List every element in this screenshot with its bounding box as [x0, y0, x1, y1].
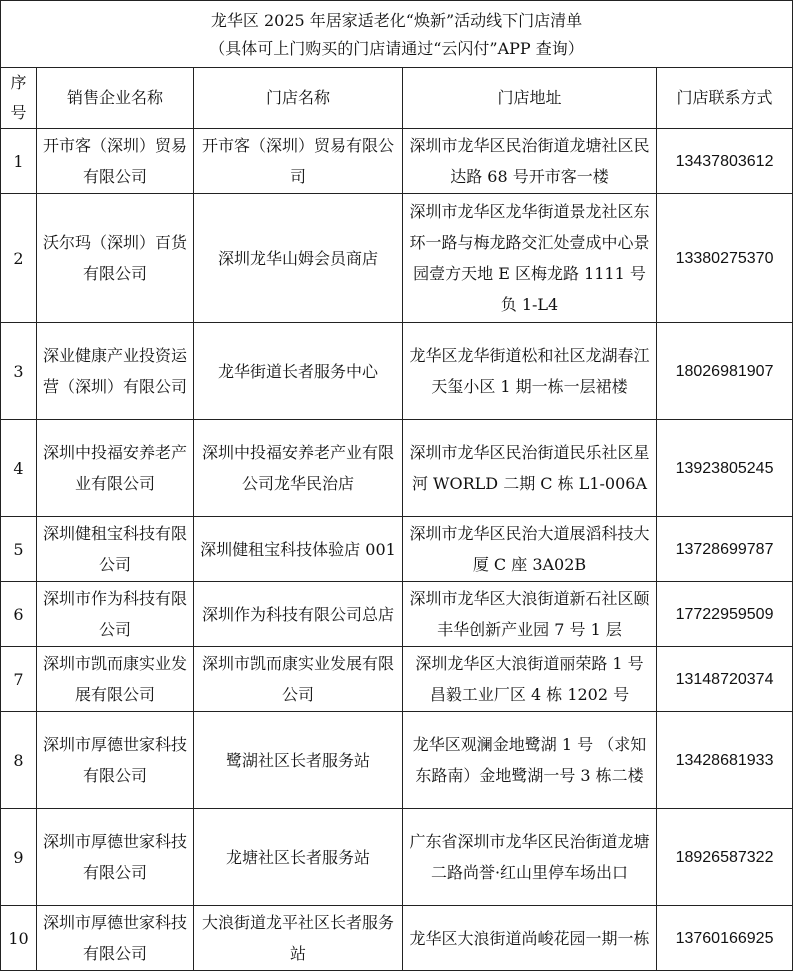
row-company: 深圳中投福安养老产业有限公司: [37, 420, 194, 517]
row-contact: 13728699787: [657, 517, 793, 582]
title-line-2: （具体可上门购买的门店请通过“云闪付”APP 查询）: [209, 39, 584, 58]
row-seq: 1: [1, 129, 37, 194]
header-seq: 序号: [1, 68, 37, 129]
row-address: 深圳市龙华区民治街道龙塘社区民达路 68 号开市客一楼: [403, 129, 657, 194]
table-row: [1, 647, 793, 712]
row-address: 龙华区龙华街道松和社区龙湖春江天玺小区 1 期一栋一层裙楼: [403, 323, 657, 420]
row-address: 广东省深圳市龙华区民治街道龙塘二路尚誉·红山里停车场出口: [403, 809, 657, 906]
row-store: 开市客（深圳）贸易有限公司: [194, 129, 403, 194]
row-contact: 13437803612: [657, 129, 793, 194]
row-seq: 2: [1, 194, 37, 323]
table-row: [1, 420, 793, 517]
row-seq: 8: [1, 712, 37, 809]
row-contact: 13148720374: [657, 647, 793, 712]
row-address: 龙华区大浪街道尚峻花园一期一栋: [403, 906, 657, 971]
row-company: 深圳市厚德世家科技有限公司: [37, 906, 194, 971]
row-company: 深圳市凯而康实业发展有限公司: [37, 647, 194, 712]
table-row: [1, 712, 793, 809]
row-store: 深圳龙华山姆会员商店: [194, 194, 403, 323]
row-store: 深圳作为科技有限公司总店: [194, 582, 403, 647]
row-company: 深圳市厚德世家科技有限公司: [37, 712, 194, 809]
row-seq: 5: [1, 517, 37, 582]
row-address: 龙华区观澜金地鹭湖 1 号 （求知东路南）金地鹭湖一号 3 栋二楼: [403, 712, 657, 809]
row-company: 深圳市厚德世家科技有限公司: [37, 809, 194, 906]
row-contact: 13380275370: [657, 194, 793, 323]
row-seq: 6: [1, 582, 37, 647]
table-row: [1, 517, 793, 582]
row-address: 深圳市龙华区民治大道展滔科技大厦 C 座 3A02B: [403, 517, 657, 582]
row-store: 鹭湖社区长者服务站: [194, 712, 403, 809]
row-address: 深圳市龙华区民治街道民乐社区星河 WORLD 二期 C 栋 L1-006A: [403, 420, 657, 517]
row-store: 深圳市凯而康实业发展有限公司: [194, 647, 403, 712]
header-store: 门店名称: [194, 68, 403, 129]
header-company: 销售企业名称: [37, 68, 194, 129]
row-address: 深圳龙华区大浪街道丽荣路 1 号昌毅工业厂区 4 栋 1202 号: [403, 647, 657, 712]
table-row: [1, 194, 793, 323]
row-seq: 4: [1, 420, 37, 517]
row-contact: 13428681933: [657, 712, 793, 809]
row-store: 深圳中投福安养老产业有限公司龙华民治店: [194, 420, 403, 517]
row-company: 深圳健租宝科技有限公司: [37, 517, 194, 582]
header-row: [1, 68, 793, 129]
row-store: 大浪街道龙平社区长者服务站: [194, 906, 403, 971]
table-row: [1, 129, 793, 194]
row-seq: 7: [1, 647, 37, 712]
title-row: [1, 1, 793, 68]
row-seq: 9: [1, 809, 37, 906]
row-company: 深业健康产业投资运营（深圳）有限公司: [37, 323, 194, 420]
table-row: [1, 906, 793, 971]
document-title: [1, 1, 793, 68]
header-address: 门店地址: [403, 68, 657, 129]
header-contact: 门店联系方式: [657, 68, 793, 129]
row-contact: 18926587322: [657, 809, 793, 906]
table-row: [1, 809, 793, 906]
row-contact: 17722959509: [657, 582, 793, 647]
row-contact: 13923805245: [657, 420, 793, 517]
row-store: 龙华街道长者服务中心: [194, 323, 403, 420]
row-address: 深圳市龙华区龙华街道景龙社区东环一路与梅龙路交汇处壹成中心景园壹方天地 E 区梅龙路 1111 号负 1-L4: [403, 194, 657, 323]
table-row: [1, 582, 793, 647]
row-company: 深圳市作为科技有限公司: [37, 582, 194, 647]
row-address: 深圳市龙华区大浪街道新石社区颐丰华创新产业园 7 号 1 层: [403, 582, 657, 647]
row-company: 开市客（深圳）贸易有限公司: [37, 129, 194, 194]
row-store: 深圳健租宝科技体验店 001: [194, 517, 403, 582]
table-row: [1, 323, 793, 420]
title-line-1: 龙华区 2025 年居家适老化“焕新”活动线下门店清单: [210, 11, 583, 30]
row-company: 沃尔玛（深圳）百货有限公司: [37, 194, 194, 323]
row-seq: 10: [1, 906, 37, 971]
row-contact: 18026981907: [657, 323, 793, 420]
row-contact: 13760166925: [657, 906, 793, 971]
row-store: 龙塘社区长者服务站: [194, 809, 403, 906]
row-seq: 3: [1, 323, 37, 420]
